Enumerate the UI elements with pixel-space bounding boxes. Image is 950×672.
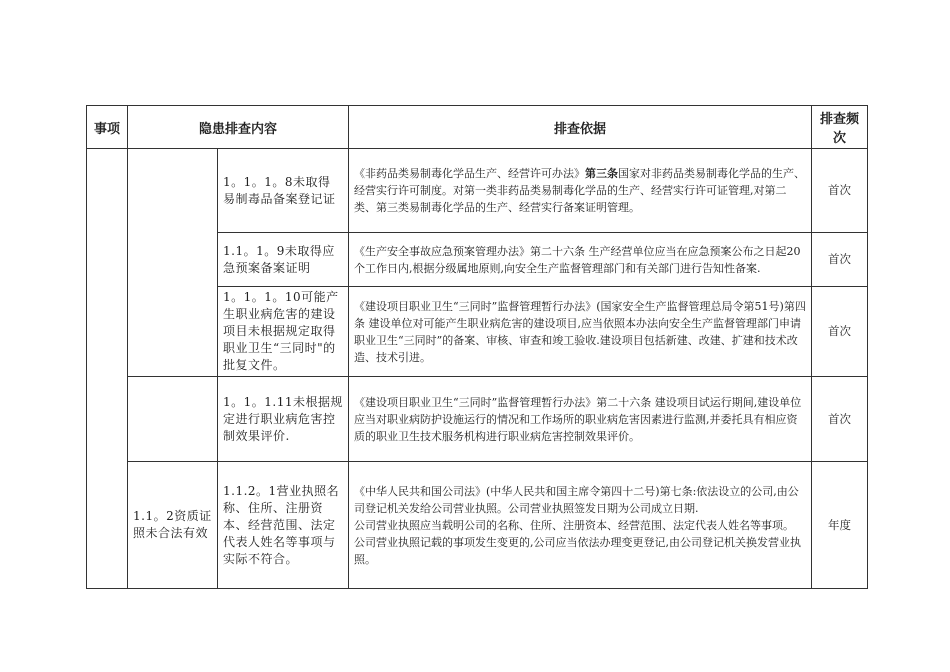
sub-item-cell: 1.1。1。9未取得应急预案备案证明 xyxy=(218,233,349,287)
basis-cell: 《生产安全事故应急预案管理办法》第二十六条 生产经营单位应当在应急预案公布之日起20个工作日内,根据分级属地原则,向安全生产监督管理部门和有关部门进行告知性备案. xyxy=(349,233,812,287)
basis-paragraph: 公司营业执照应当载明公司的名称、住所、注册资本、经营范围、法定代表人姓名等事项。 xyxy=(354,518,795,532)
basis-text: 国家对非药品类易制毒化学品的生产、经营实行许可制度。对第一类非药品类易制毒化学品的生产、经营实行许可证管理,对第二类、第三类易制毒化学品的生产、经营实行备案证明管理。 xyxy=(354,167,806,214)
basis-cell: 《建设项目职业卫生“三同时”监督管理暂行办法》(国家安全生产监督管理总局令第51号)第四条 建设单位对可能产生职业病危害的建设项目,应当依照本办法向安全生产监督管理部门申请职业卫生“三同时”的备案、审核、审查和竣工验收.建设项目包括新建、改建、扩建和技术改造、技术引进。 xyxy=(349,287,812,377)
basis-cell xyxy=(349,462,812,589)
category-cell xyxy=(128,377,218,462)
basis-text: 《非药品类易制毒化学品生产、经营许可办法》 xyxy=(354,167,586,180)
basis-cell: 《建设项目职业卫生“三同时”监督管理暂行办法》第二十六条 建设项目试运行期间,建设单位应当对职业病防护设施运行的情况和工作场所的职业病危害因素进行监测,并委托具有相应资质的职业卫生技术服务机构进行职业病危害控制效果评价。 xyxy=(349,377,812,462)
table-row xyxy=(87,462,868,589)
basis-paragraph: 公司营业执照记载的事项发生变更的,公司应当依法办理变更登记,由公司登记机关换发营业执照。 xyxy=(354,535,802,566)
frequency-cell: 首次 xyxy=(812,287,868,377)
table-header-row xyxy=(87,106,868,149)
hazard-inspection-table xyxy=(86,105,868,589)
header-content: 隐患排查内容 xyxy=(128,106,349,149)
sub-item-cell: 1。1。1。8未取得易制毒品备案登记证 xyxy=(218,149,349,233)
basis-article: 第三条 xyxy=(585,167,619,180)
category-cell: 1.1。2资质证照未合法有效 xyxy=(128,462,218,589)
basis-cell xyxy=(349,149,812,233)
header-frequency: 排查频次 xyxy=(812,106,868,149)
basis-paragraph: 《中华人民共和国公司法》(中华人民共和国主席令第四十二号)第七条:依法设立的公司,由公司登记机关发给公司营业执照。公司营业执照签发日期为公司成立日期. xyxy=(354,484,799,515)
frequency-cell: 年度 xyxy=(812,462,868,589)
header-item: 事项 xyxy=(87,106,128,149)
sub-item-cell: 1。1。1.11未根据规定进行职业病危害控制效果评价. xyxy=(218,377,349,462)
header-basis: 排查依据 xyxy=(349,106,812,149)
table-row xyxy=(87,377,868,462)
sub-item-cell: 1.1.2。1营业执照名称、住所、注册资本、经营范围、法定代表人姓名等事项与实际不符合。 xyxy=(218,462,349,589)
frequency-cell: 首次 xyxy=(812,149,868,233)
sub-item-cell: 1。1。1。10可能产生职业病危害的建设项目未根据规定取得职业卫生“三同时"的批复文件。 xyxy=(218,287,349,377)
category-cell xyxy=(128,149,218,377)
item-cell xyxy=(87,149,128,589)
frequency-cell: 首次 xyxy=(812,233,868,287)
frequency-cell: 首次 xyxy=(812,377,868,462)
table-row xyxy=(87,149,868,233)
